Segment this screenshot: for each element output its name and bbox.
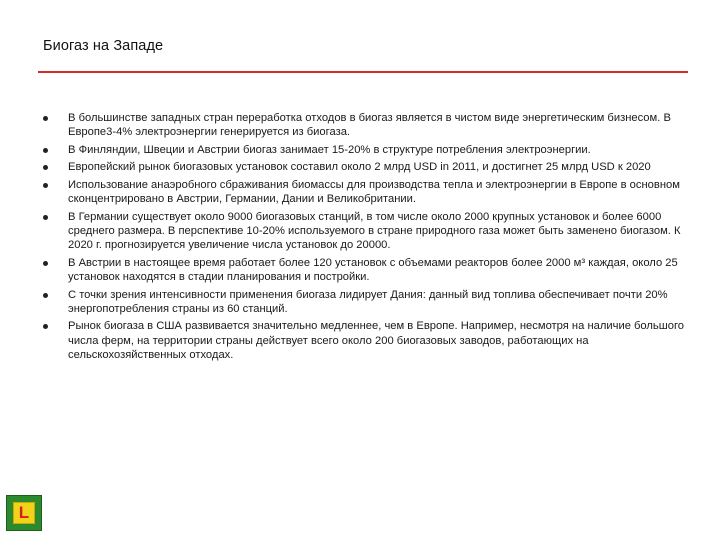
list-item (43, 210, 688, 253)
bullet-icon (43, 165, 48, 170)
bullet-text: В большинстве западных стран переработка отходов в биогаз является в чистом виде энергетическим бизнесом. В Европе3-4% электроэнергии генерируется из биогаза. (68, 112, 671, 139)
bullet-icon (43, 215, 48, 220)
bullet-text: В Австрии в настоящее время работает более 120 установок с объемами реакторов более 2000 м³ каждая, около 25 установок находятся в стадии планирования и постройки. (68, 256, 678, 283)
bullet-text: В Германии существует около 9000 биогазовых станций, в том числе около 2000 крупных установок и более 6000 среднего размера. В перспективе 10-20% используемого в стране природного газа может быть заменено биогазом. К 2020 г. прогнозируется увеличение числа установок до 20000. (68, 210, 681, 252)
bullet-icon (43, 324, 48, 329)
bullet-text: Рынок биогаза в США развивается значительно медленнее, чем в Европе. Например, несмотря на наличие большого числа ферм, на территории страны действует всего около 200 биогазовых заводов, работающих на сельскохозяйственных отходах. (68, 320, 685, 361)
list-item (43, 111, 688, 139)
list-item (43, 160, 688, 174)
bullet-icon (43, 116, 48, 121)
bullet-icon (43, 293, 48, 298)
bullet-list (43, 111, 688, 365)
logo-letter: L (18, 503, 30, 522)
list-item (43, 256, 688, 284)
logo-inner (13, 502, 35, 524)
list-item (43, 178, 688, 206)
bullet-text: Использование анаэробного сбраживания биомассы для производства тепла и электроэнергии в Европе в основном сконцентрировано в Австрии, Германии, Дании и Великобритании. (68, 178, 680, 206)
list-item (43, 143, 688, 157)
bullet-icon (43, 261, 48, 266)
bullet-icon (43, 148, 48, 153)
bullet-text: С точки зрения интенсивности применения биогаза лидирует Дания: данный вид топлива обеспечивает почти 20% энергопотребления страны из 60 станций. (68, 288, 668, 315)
title-divider (38, 71, 688, 73)
bullet-text: В Финляндии, Швеции и Австрии биогаз занимает 15-20% в структуре потребления электроэнергии. (68, 143, 591, 156)
list-item (43, 319, 688, 362)
list-item (43, 288, 688, 316)
bullet-icon (43, 183, 48, 188)
page-title: Биогаз на Западе (43, 38, 164, 54)
bullet-text: Европейский рынок биогазовых установок составил около 2 млрд USD in 2011, и достигнет 25 млрд USD к 2020 (68, 161, 651, 174)
logo-icon (6, 495, 42, 531)
